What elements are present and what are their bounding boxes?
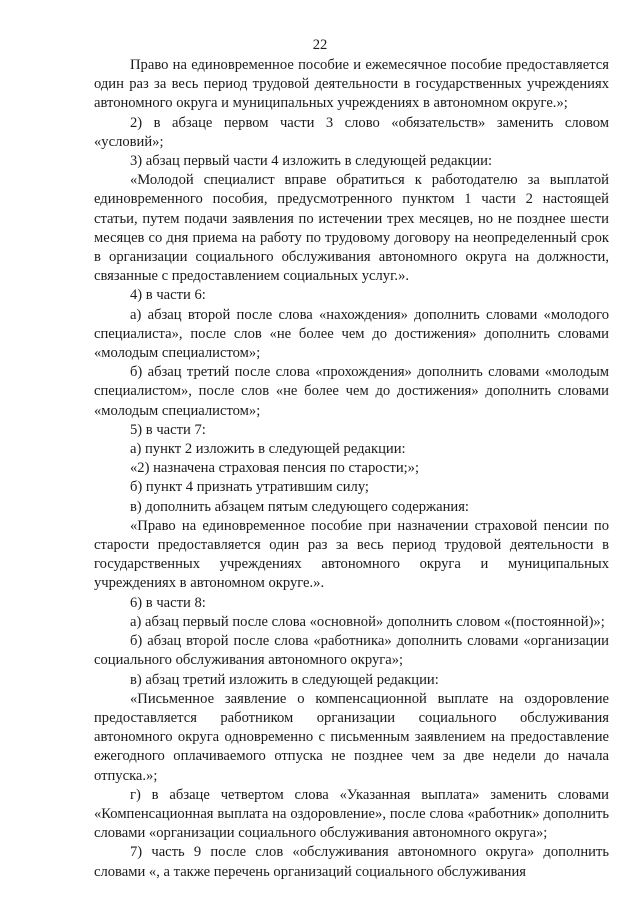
paragraph: б) абзац второй после слова «работника» дополнить словами «организации социального обслуживания автономного округа»; [94,633,609,669]
paragraph: «Молодой специалист вправе обратиться к работодателю за выплатой единовременного пособия, предусмотренного пунктом 1 части 2 настоящей статьи, путем подачи заявления по истечении трех месяцев, но не позднее шести месяцев со дня приема на работу по трудовому договору на неопределенный срок в организации социального обслуживания автономного округа на должности, связанные с предоставлением социальных услуг.». [94,172,609,285]
paragraph: 7) часть 9 после слов «обслуживания автономного округа» дополнить словами «, а также перечень организаций социального обслуживания [94,844,609,880]
paragraph: а) абзац первый после слова «основной» дополнить словом «(постоянной)»; [130,613,605,630]
paragraph: Право на единовременное пособие и ежемесячное пособие предоставляется один раз за весь период трудовой деятельности в государственных учреждениях автономного округа и муниципальных учреждениях в автономном округе.»; [94,57,609,112]
paragraph: б) абзац третий после слова «прохождения» дополнить словами «молодым специалистом», после слов «не более чем до достижения» дополнить словами «молодым специалистом»; [94,364,609,419]
paragraph: а) пункт 2 изложить в следующей редакции: [130,441,406,458]
page-number: 22 [312,37,328,53]
paragraph: 4) в части 6: [130,287,206,304]
paragraph: а) абзац второй после слова «нахождения» дополнить словами «молодого специалиста», после слов «не более чем до достижения» дополнить словами «молодым специалистом»; [94,306,609,362]
paragraph: «2) назначена страховая пенсия по старости;»; [130,460,420,477]
paragraph: 5) в части 7: [130,421,206,438]
paragraph: 3) абзац первый части 4 изложить в следующей редакции: [130,153,493,170]
paragraph: «Право на единовременное пособие при назначении страховой пенсии по старости предоставляется один раз за весь период трудовой деятельности в государственных учреждениях автономного округа и муниципальных учреждениях в автономном округе.». [94,517,609,592]
paragraph: в) абзац третий изложить в следующей редакции: [130,671,439,688]
document-body [94,56,609,882]
paragraph: «Письменное заявление о компенсационной выплате на оздоровление предоставляется работником организации социального обслуживания автономного округа одновременно с письменным заявлением на предоставление ежегодного оплачиваемого отпуска не позднее чем за две недели до начала отпуска.»; [94,690,609,784]
paragraph: в) дополнить абзацем пятым следующего содержания: [130,498,469,515]
paragraph: г) в абзаце четвертом слова «Указанная выплата» заменить словами «Компенсационная выплата на оздоровление», после слова «работник» дополнить словами «организации социального обслуживания автономного округа»; [94,786,609,842]
paragraph: 2) в абзаце первом части 3 слово «обязательств» заменить словом «условий»; [94,114,609,150]
paragraph: 6) в части 8: [130,594,206,611]
paragraph: б) пункт 4 признать утратившим силу; [130,479,369,496]
